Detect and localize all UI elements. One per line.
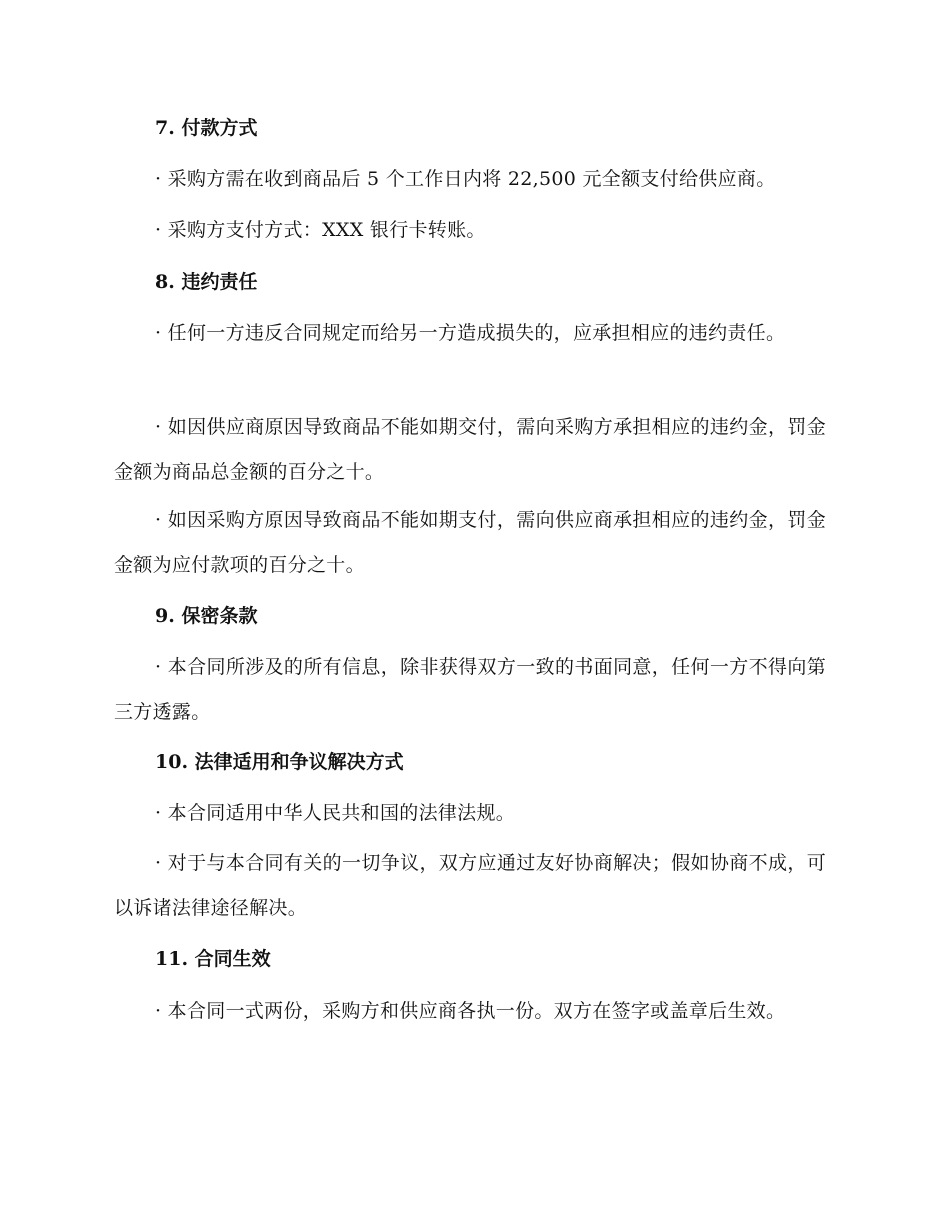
- section-heading-effectiveness: 11. 合同生效: [155, 948, 271, 970]
- clause-breach-purchaser: · 如因采购方原因导致商品不能如期支付，需向供应商承担相应的违约金，罚金金额为应付款项的百分之十。: [114, 509, 826, 576]
- section-heading-governing-law: 10. 法律适用和争议解决方式: [155, 751, 404, 773]
- clause-effectiveness: · 本合同一式两份，采购方和供应商各执一份。双方在签字或盖章后生效。: [155, 1000, 786, 1022]
- clause-confidentiality: · 本合同所涉及的所有信息，除非获得双方一致的书面同意，任何一方不得向第三方透露。: [114, 656, 826, 723]
- section-heading-payment: 7. 付款方式: [155, 117, 258, 139]
- clause-governing-law: · 本合同适用中华人民共和国的法律法规。: [155, 802, 516, 824]
- section-heading-breach-liability: 8. 违约责任: [155, 271, 258, 293]
- clause-payment-deadline: · 采购方需在收到商品后 5 个工作日内将 22,500 元全额支付给供应商。: [155, 168, 776, 190]
- clause-payment-method: · 采购方支付方式：XXX 银行卡转账。: [155, 219, 486, 241]
- clause-dispute-resolution: · 对于与本合同有关的一切争议，双方应通过友好协商解决；假如协商不成，可以诉诸法律途径解决。: [114, 852, 826, 919]
- section-heading-confidentiality: 9. 保密条款: [155, 605, 258, 627]
- clause-breach-general: · 任何一方违反合同规定而给另一方造成损失的，应承担相应的违约责任。: [155, 322, 786, 344]
- clause-breach-supplier: · 如因供应商原因导致商品不能如期交付，需向采购方承担相应的违约金，罚金金额为商品总金额的百分之十。: [114, 416, 826, 483]
